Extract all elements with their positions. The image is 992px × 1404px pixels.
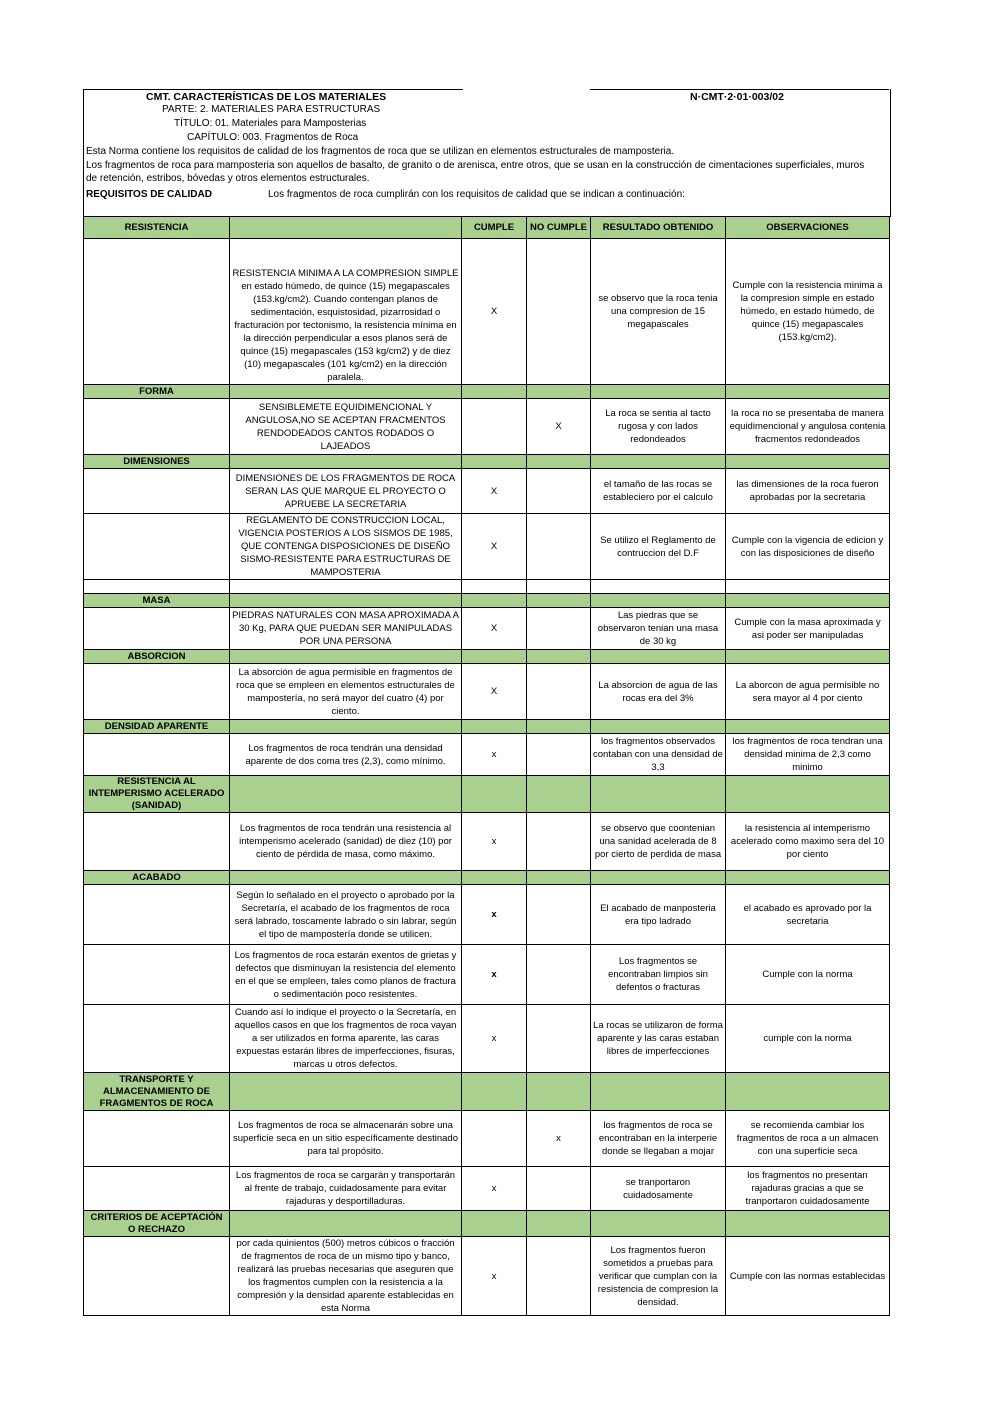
section-row-criterios: [84, 1211, 890, 1237]
section-label: FORMA: [84, 385, 230, 399]
requirement-cell: Los fragmentos de roca se cargarán y transportarán al frente de trabajo, cuidadosamente para evitar rajaduras y desportilladuras.: [230, 1167, 462, 1211]
resultado-cell: el tamaño de las rocas se estableciero por el calculo: [591, 469, 726, 514]
observaciones-cell: la roca no se presentaba de manera equidimencional y angulosa contenia fracmentos redondeados: [726, 399, 890, 455]
requisitos-label: REQUISITOS DE CALIDAD: [86, 189, 212, 200]
requirement-cell: por cada quinientos (500) metros cúbicos o fracción de fragmentos de roca de un mismo tipo y banco, realizará las pruebas necesarias que aseguren que los fragmentos cumplen con la resistencia a la compresión y la densidad aparente establecidas en esta Norma: [230, 1237, 462, 1316]
cumple-cell: [462, 1111, 527, 1167]
intro-paragraph-2b: de retención, estribos, bóvedas y otros elementos estructurales.: [86, 173, 370, 184]
table-row: [84, 664, 890, 720]
section-label: RESISTENCIA AL INTEMPERISMO ACELERADO (SANIDAD): [84, 776, 230, 813]
titulo-line: TÍTULO: 01. Materiales para Mamposterias: [174, 118, 367, 129]
observaciones-cell: cumple con la norma: [726, 1005, 890, 1073]
resultado-cell: La roca se sentia al tacto rugosa y con lados redondeados: [591, 399, 726, 455]
cumple-cell: X: [462, 239, 527, 385]
requirement-cell: Los fragmentos de roca tendrán una densidad aparente de dos coma tres (2,3), como mínimo.: [230, 734, 462, 776]
cumple-cell: x: [462, 1005, 527, 1073]
no-cumple-cell: x: [527, 1111, 591, 1167]
cumple-cell: x: [462, 885, 527, 945]
cumple-cell: X: [462, 514, 527, 580]
requirement-cell: SENSIBLEMETE EQUIDIMENCIONAL Y ANGULOSA,NO SE ACEPTAN FRACMENTOS RENDODEADOS CANTOS RODADOS O LAJEADOS: [230, 399, 462, 455]
section-row-dimensiones: [84, 455, 890, 469]
table-row: [84, 1005, 890, 1073]
observaciones-cell: Cumple con la vigencia de edicion y con las disposiciones de diseño: [726, 514, 890, 580]
requisitos-text: Los fragmentos de roca cumplirán con los requisitos de calidad que se indican a continuación:: [268, 189, 685, 200]
resultado-cell: Los fragmentos fueron sometidos a pruebas para verificar que cumplan con la resistencia de compresion la densidad.: [591, 1237, 726, 1316]
col-resistencia: RESISTENCIA: [84, 217, 230, 239]
no-cumple-cell: [527, 664, 591, 720]
table-row: [84, 813, 890, 871]
no-cumple-cell: X: [527, 399, 591, 455]
resultado-cell: Las piedras que se observaron tenian una masa de 30 kg: [591, 608, 726, 650]
resultado-cell: La rocas se utilizaron de forma aparente y las caras estaban libres de imperfecciones: [591, 1005, 726, 1073]
table-row: [84, 608, 890, 650]
requirement-cell: Cuando así lo indique el proyecto o la Secretaría, en aquellos casos en que los fragmentos de roca vayan a ser utilizados en forma aparente, las caras expuestas estarán libres de imperfecciones, fisuras, marcas u otros defectos.: [230, 1005, 462, 1073]
cumple-cell: x: [462, 1167, 527, 1211]
requirement-cell: Los fragmentos de roca estarán exentos de grietas y defectos que disminuyan la resistencia del elemento en el que se empleen, tales como planos de fractura o sedimentación poco resistentes.: [230, 945, 462, 1005]
requirement-cell: PIEDRAS NATURALES CON MASA APROXIMADA A 30 Kg, PARA QUE PUEDAN SER MANIPULADAS POR UNA PERSONA: [230, 608, 462, 650]
document-title: CMT. CARACTERÍSTICAS DE LOS MATERIALES: [146, 91, 387, 103]
requirement-cell: RESISTENCIA MINIMA A LA COMPRESION SIMPLE en estado húmedo, de quince (15) megapascales (153.kg/cm2). Cuando contengan planos de sedimentación, esquistosidad, pizarrosidad o fracturación por tectonismo, la resistencia mínima en la dirección perpendicular a esos planos será de quince (15) megapascales (153 kg/cm2) y de diez (10) megapascales (101 kg/cm2) en la dirección paralela.: [230, 239, 462, 385]
section-label: TRANSPORTE Y ALMACENAMIENTO DE FRAGMENTOS DE ROCA: [84, 1073, 230, 1111]
section-label: MASA: [84, 594, 230, 608]
observaciones-cell: el acabado es aprovado por la secretaria: [726, 885, 890, 945]
no-cumple-cell: [527, 514, 591, 580]
cumple-cell: x: [462, 945, 527, 1005]
observaciones-cell: se recomienda cambiar los fragmentos de roca a un almacen con una superficie seca: [726, 1111, 890, 1167]
no-cumple-cell: [527, 813, 591, 871]
cumple-cell: x: [462, 813, 527, 871]
observaciones-cell: los fragmentos no presentan rajaduras gracias a que se tranportaron cuidadosamente: [726, 1167, 890, 1211]
no-cumple-cell: [527, 239, 591, 385]
section-label: ACABADO: [84, 871, 230, 885]
cumple-cell: X: [462, 608, 527, 650]
table-row: [84, 734, 890, 776]
section-row-transporte: [84, 1073, 890, 1111]
observaciones-cell: los fragmentos de roca tendran una densidad minima de 2,3 como minimo: [726, 734, 890, 776]
parte-line: PARTE: 2. MATERIALES PARA ESTRUCTURAS: [162, 104, 381, 115]
resultado-cell: Los fragmentos se encontraban limpios sin defentos o fracturas: [591, 945, 726, 1005]
table-header-row: [84, 217, 890, 239]
no-cumple-cell: [527, 469, 591, 514]
col-resultado: RESULTADO OBTENIDO: [591, 217, 726, 239]
cumple-cell: x: [462, 1237, 527, 1316]
observaciones-cell: Cumple con las normas establecidas: [726, 1237, 890, 1316]
resultado-cell: se observo que coontenian una sanidad acelerada de 8 por cierto de perdida de masa: [591, 813, 726, 871]
no-cumple-cell: [527, 1237, 591, 1316]
resultado-cell: los fragmentos de roca se encontraban en la interperie donde se llegaban a mojar: [591, 1111, 726, 1167]
table-row: [84, 399, 890, 455]
no-cumple-cell: [527, 885, 591, 945]
requirement-cell: Los fragmentos de roca se almacenarán sobre una superficie seca en un sitio específicamente destinado para tal propósito.: [230, 1111, 462, 1167]
observaciones-cell: La aborcon de agua permisible no sera mayor al 4 por ciento: [726, 664, 890, 720]
section-label: CRITERIOS DE ACEPTACIÓN O RECHAZO: [84, 1211, 230, 1237]
resultado-cell: se tranportaron cuidadosamente: [591, 1167, 726, 1211]
table-row: [84, 1237, 890, 1316]
table-row: [84, 1111, 890, 1167]
no-cumple-cell: [527, 1005, 591, 1073]
section-row-masa: [84, 594, 890, 608]
table-row: [84, 1167, 890, 1211]
table-row: [84, 885, 890, 945]
requirements-table: [83, 216, 890, 1316]
requirement-cell: DIMENSIONES DE LOS FRAGMENTOS DE ROCA SERAN LAS QUE MARQUE EL PROYECTO O APRUEBE LA SECRETARIA: [230, 469, 462, 514]
no-cumple-cell: [527, 608, 591, 650]
cumple-cell: x: [462, 734, 527, 776]
table-row: [84, 945, 890, 1005]
observaciones-cell: la resistencia al intemperismo acelerado como maximo sera del 10 por ciento: [726, 813, 890, 871]
resultado-cell: los fragmentos observados contaban con una densidad de 3,3: [591, 734, 726, 776]
section-row-forma: [84, 385, 890, 399]
observaciones-cell: Cumple con la resistencia minima a la compresion simple en estado húmedo, en estado húmedo, de quince (15) megapascales (153.kg/cm2).: [726, 239, 890, 385]
col-no-cumple: NO CUMPLE: [527, 217, 591, 239]
capitulo-line: CAPÍTULO: 003. Fragmentos de Roca: [187, 132, 359, 143]
col-cumple: CUMPLE: [462, 217, 527, 239]
section-label: DIMENSIONES: [84, 455, 230, 469]
no-cumple-cell: [527, 945, 591, 1005]
section-label: ABSORCION: [84, 650, 230, 664]
observaciones-cell: Cumple con la masa aproximada y asi poder ser manipuladas: [726, 608, 890, 650]
section-row-densidad: [84, 720, 890, 734]
no-cumple-cell: [527, 1167, 591, 1211]
cumple-cell: X: [462, 664, 527, 720]
resultado-cell: El acabado de manposteria era tipo ladrado: [591, 885, 726, 945]
section-row-acabado: [84, 871, 890, 885]
section-label: DENSIDAD APARENTE: [84, 720, 230, 734]
resultado-cell: Se utilizo el Reglamento de contruccion del D.F: [591, 514, 726, 580]
observaciones-cell: las dimensiones de la roca fueron aprobadas por la secretaria: [726, 469, 890, 514]
observaciones-cell: Cumple con la norma: [726, 945, 890, 1005]
no-cumple-cell: [527, 734, 591, 776]
section-row-intemperismo: [84, 776, 890, 813]
intro-paragraph-1: Esta Norma contiene los requisitos de calidad de los fragmentos de roca que se utilizan en elementos estructurales de mamposteria.: [86, 146, 675, 157]
resultado-cell: La absorcion de agua de las rocas era del 3%: [591, 664, 726, 720]
col-observaciones: OBSERVACIONES: [726, 217, 890, 239]
requirement-cell: La absorción de agua permisible en fragmentos de roca que se empleen en elementos estructurales de mampostería, no será mayor del cuatro (4) por ciento.: [230, 664, 462, 720]
table-row-spacer: [84, 580, 890, 594]
table-row: [84, 469, 890, 514]
section-row-absorcion: [84, 650, 890, 664]
norm-code: N·CMT·2·01·003/02: [690, 91, 784, 103]
intro-paragraph-2a: Los fragmentos de roca para mamposteria son aquellos de basalto, de granito o de arenisca, entre otros, que se usan en la construcción de cimentaciones superficiales, muros: [86, 160, 865, 171]
cumple-cell: X: [462, 469, 527, 514]
resultado-cell: se observo que la roca tenia una compresion de 15 megapascales: [591, 239, 726, 385]
table-row: [84, 239, 890, 385]
requirement-cell: Según lo señalado en el proyecto o aprobado por la Secretaría, el acabado de los fragmentos de roca será labrado, toscamente labrado o sin labrar, según el tipo de mampostería donde se utilicen.: [230, 885, 462, 945]
requirement-cell: Los fragmentos de roca tendrán una resistencia al intemperismo acelerado (sanidad) de diez (10) por ciento de pérdida de masa, como máximo.: [230, 813, 462, 871]
cumple-cell: [462, 399, 527, 455]
col-blank: [230, 217, 462, 239]
table-row: [84, 514, 890, 580]
requirement-cell: REGLAMENTO DE CONSTRUCCION LOCAL, VIGENCIA POSTERIOS A LOS SISMOS DE 1985, QUE CONTENGA DISPOSICIONES DE DISEÑO SISMO-RESISTENTE PARA ESTRUCTURAS DE MAMPOSTERIA: [230, 514, 462, 580]
